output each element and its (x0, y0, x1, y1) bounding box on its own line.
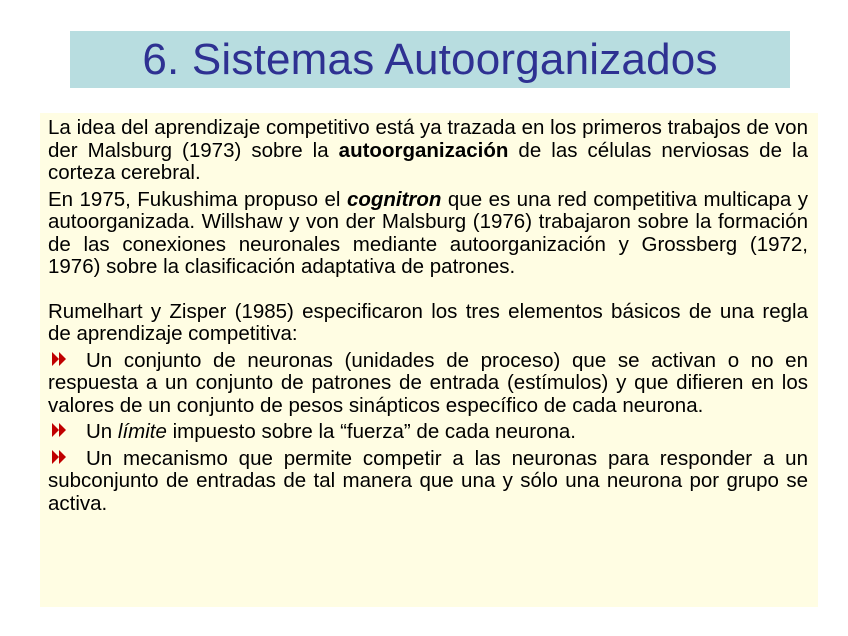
p1-bold-term: autoorganización (338, 138, 509, 162)
double-chevron-right-icon (48, 423, 72, 437)
double-chevron-right-icon (48, 352, 72, 366)
paragraph-aprendizaje-competitivo (48, 117, 808, 185)
bullet-italic-term: límite (117, 420, 167, 443)
p2-text-end: que es una red competitiva multicapa y autoorganizada. Willshaw y von der Malsburg (1976) trabajaron sobre la formación de las conexiones neuronales mediante autoorganización y Grossberg (1972, 1976) sobre la clasificación adaptativa de patrones. (48, 187, 808, 278)
title-banner (70, 31, 790, 88)
bullet-item-limite (48, 421, 808, 444)
paragraph-cognitron (48, 189, 808, 279)
p1-text-end: de las células nerviosas de la corteza cerebral. (48, 138, 808, 184)
content-box (40, 113, 818, 607)
paragraph-rumelhart: Rumelhart y Zisper (1985) especificaron los tres elementos básicos de una regla de aprendizaje competitiva: (48, 299, 808, 345)
bullet-text: Un mecanismo que permite competir a las neuronas para responder a un subconjunto de entradas de tal manera que una y sólo una neurona por grupo se activa. (48, 446, 808, 515)
p2-text: En 1975, Fukushima propuso el (48, 187, 347, 211)
bullet-text-end: impuesto sobre la “fuerza” de cada neurona. (166, 420, 576, 443)
slide-title: 6. Sistemas Autoorganizados (142, 34, 718, 84)
bullet-text: Un conjunto de neuronas (unidades de proceso) que se activan o no en respuesta a un conjunto de patrones de entrada (estímulos) y que difieren en los valores de un conjunto de pesos sinápticos específico de cada neurona. (48, 348, 808, 417)
p2-bold-italic-term: cognitron (346, 187, 442, 211)
bullet-item-mecanismo (48, 448, 808, 516)
content-text (48, 117, 808, 519)
double-chevron-right-icon (48, 450, 72, 464)
bullet-text: Un (86, 420, 118, 443)
p1-text: La idea del aprendizaje competitivo está ya trazada en los primeros trabajos de von der Malsburg (1973) sobre la (48, 116, 808, 162)
bullet-item-neuronas (48, 350, 808, 418)
